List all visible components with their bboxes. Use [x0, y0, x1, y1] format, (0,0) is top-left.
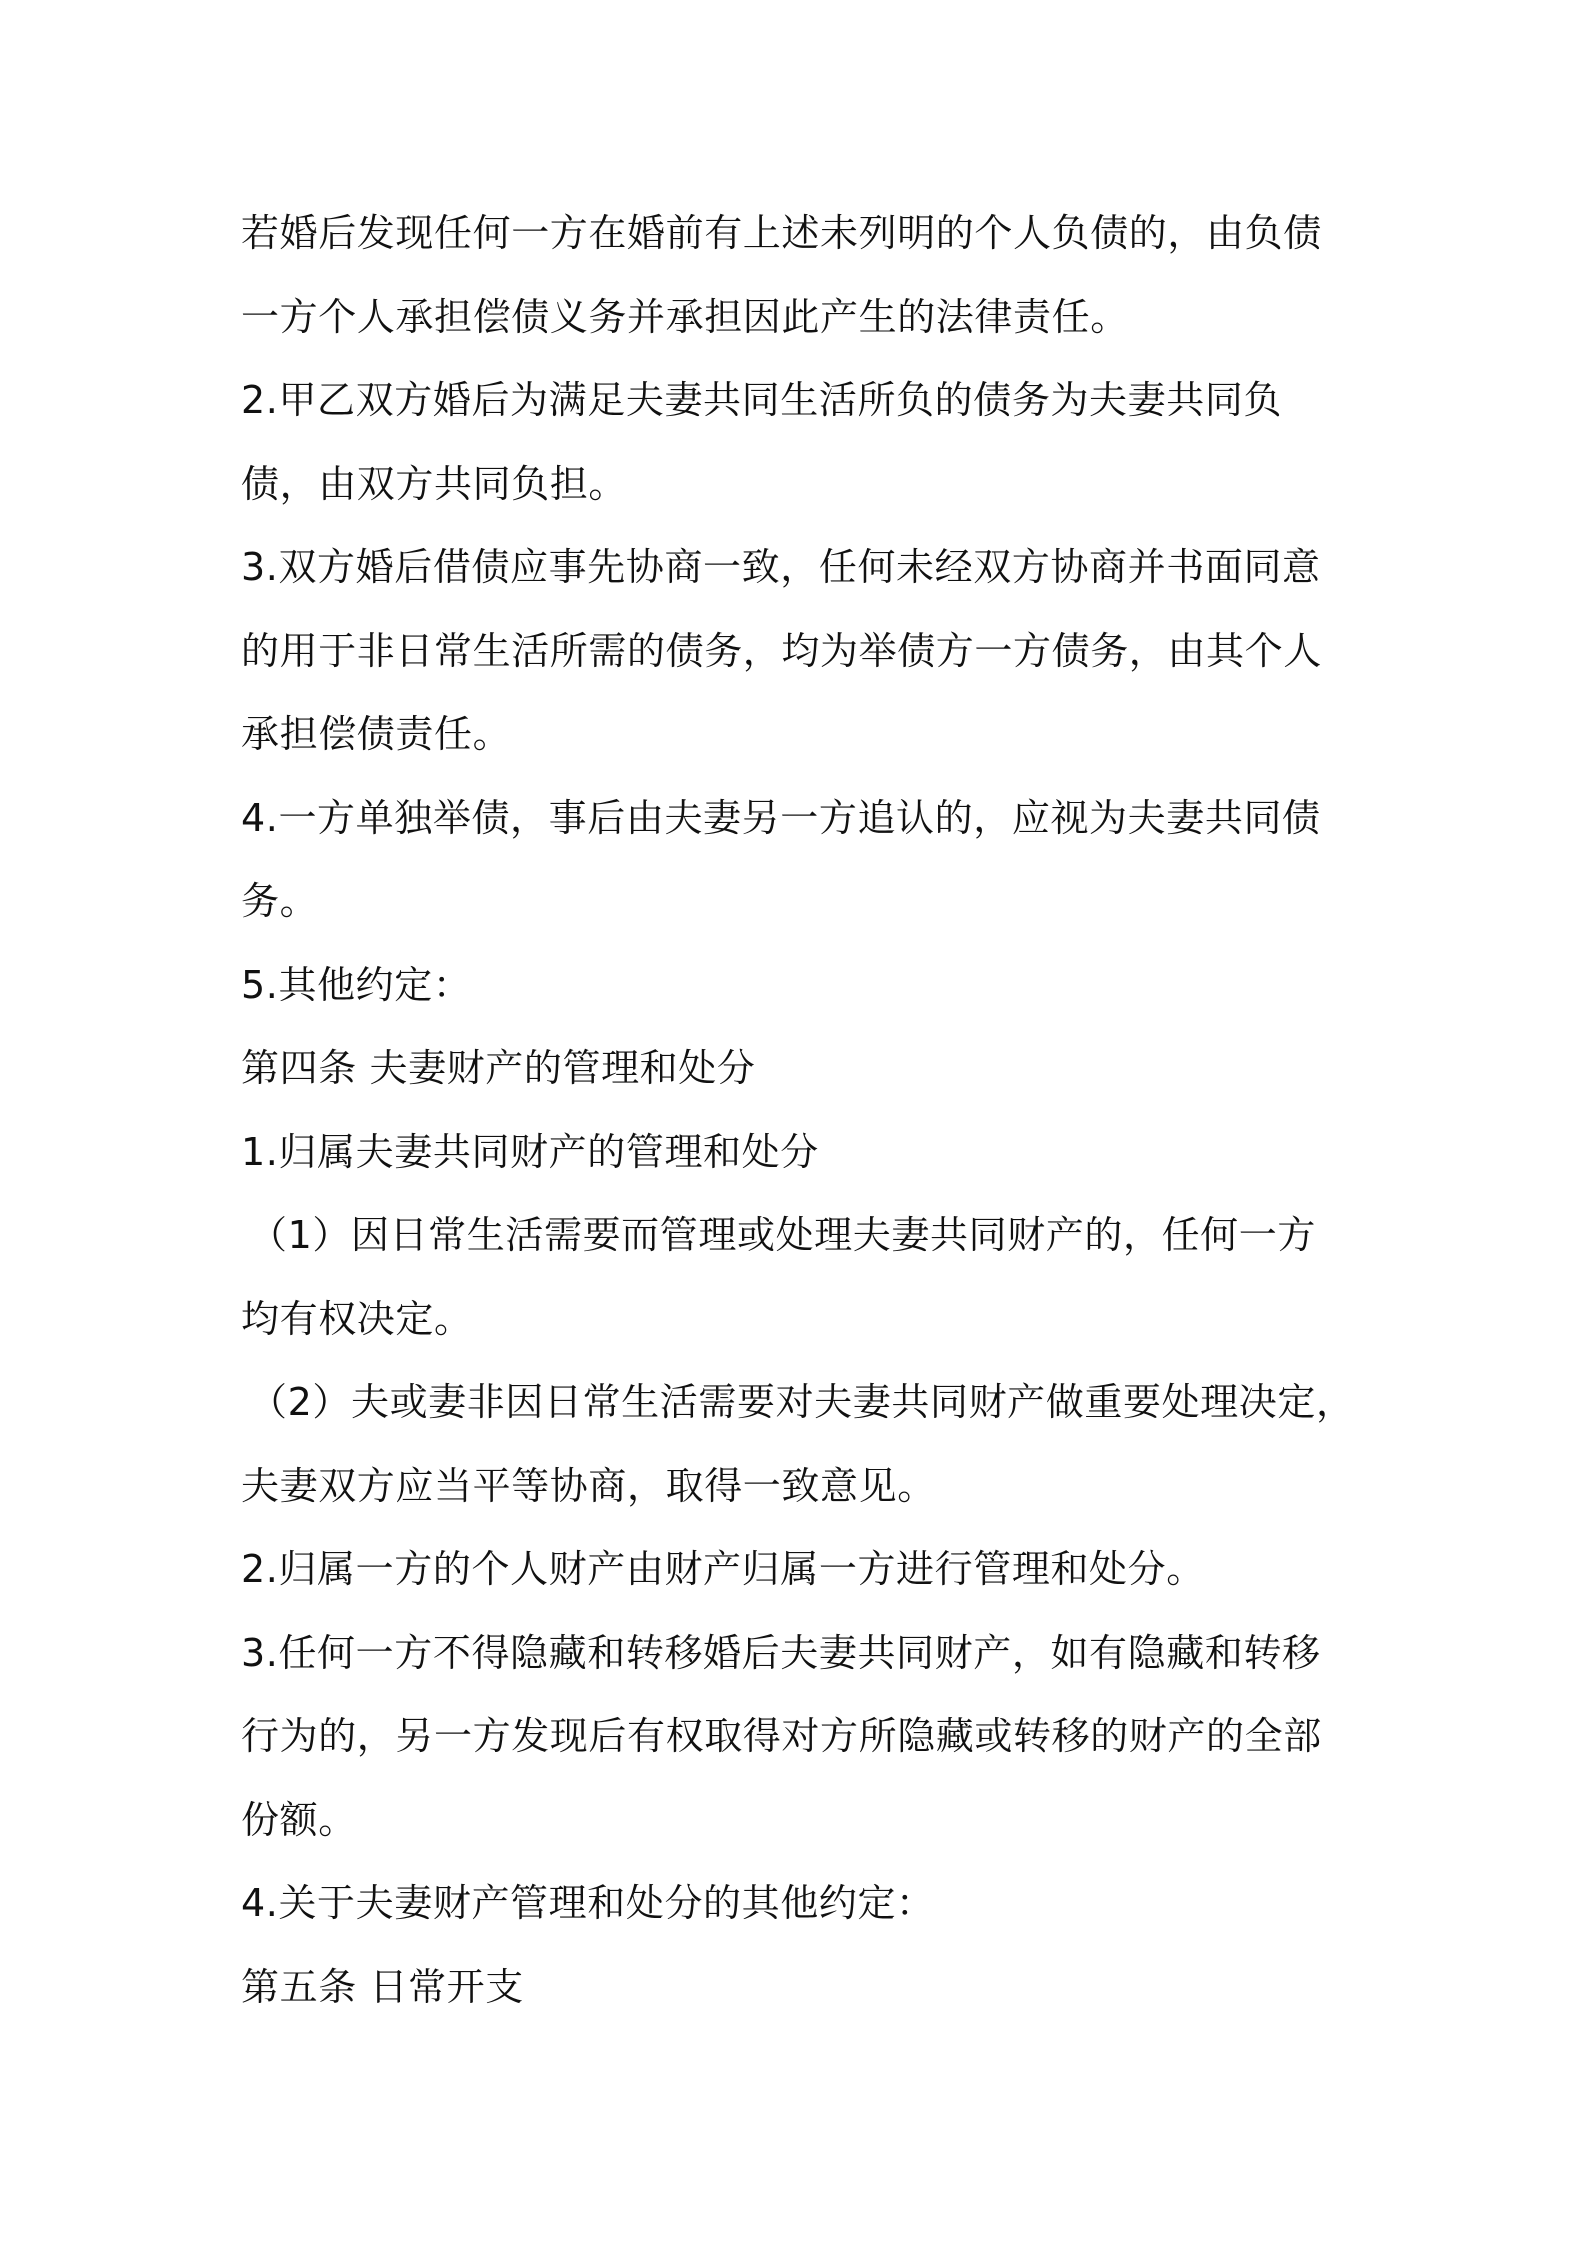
section-heading: 第四条 夫妻财产的管理和处分 [241, 1046, 756, 1090]
paragraph-line: 债，由双方共同负担。 [241, 461, 628, 506]
paragraph-line: 若婚后发现任何一方在婚前有上述未列明的个人负债的，由负债 [241, 211, 1322, 255]
paragraph-line: 2.甲乙双方婚后为满足夫妻共同生活所负的债务为夫妻共同负 [241, 378, 1283, 422]
paragraph-line: 3.双方婚后借债应事先协商一致，任何未经双方协商并书面同意 [241, 545, 1321, 589]
paragraph-line: 3.任何一方不得隐藏和转移婚后夫妻共同财产，如有隐藏和转移 [241, 1630, 1321, 1675]
paragraph-line: 1.归属夫妻共同财产的管理和处分 [241, 1129, 819, 1174]
paragraph-line: （1）因日常生活需要而管理或处理夫妻共同财产的，任何一方 [249, 1213, 1316, 1257]
paragraph-line: 的用于非日常生活所需的债务，均为举债方一方债务，由其个人 [241, 628, 1322, 673]
document-body [241, 192, 1381, 2029]
paragraph-line: 行为的，另一方发现后有权取得对方所隐藏或转移的财产的全部 [241, 1714, 1322, 1758]
paragraph-line: 4.一方单独举债，事后由夫妻另一方追认的，应视为夫妻共同债 [241, 795, 1321, 840]
paragraph-line: 夫妻双方应当平等协商，取得一致意见。 [241, 1463, 936, 1508]
paragraph-line: 均有权决定。 [241, 1296, 473, 1341]
paragraph-line: 务。 [241, 879, 319, 923]
section-heading: 第五条 日常开支 [241, 1964, 524, 2009]
paragraph-line: 4.关于夫妻财产管理和处分的其他约定： [241, 1881, 935, 1925]
paragraph-line: 承担偿债责任。 [241, 712, 512, 756]
paragraph-line: （2）夫或妻非因日常生活需要对夫妻共同财产做重要处理决定， [249, 1380, 1355, 1424]
paragraph-line: 2.归属一方的个人财产由财产归属一方进行管理和处分。 [241, 1547, 1205, 1591]
paragraph-line: 5.其他约定： [241, 962, 472, 1007]
paragraph-line: 一方个人承担偿债义务并承担因此产生的法律责任。 [241, 294, 1129, 339]
paragraph-line: 份额。 [241, 1797, 357, 1842]
